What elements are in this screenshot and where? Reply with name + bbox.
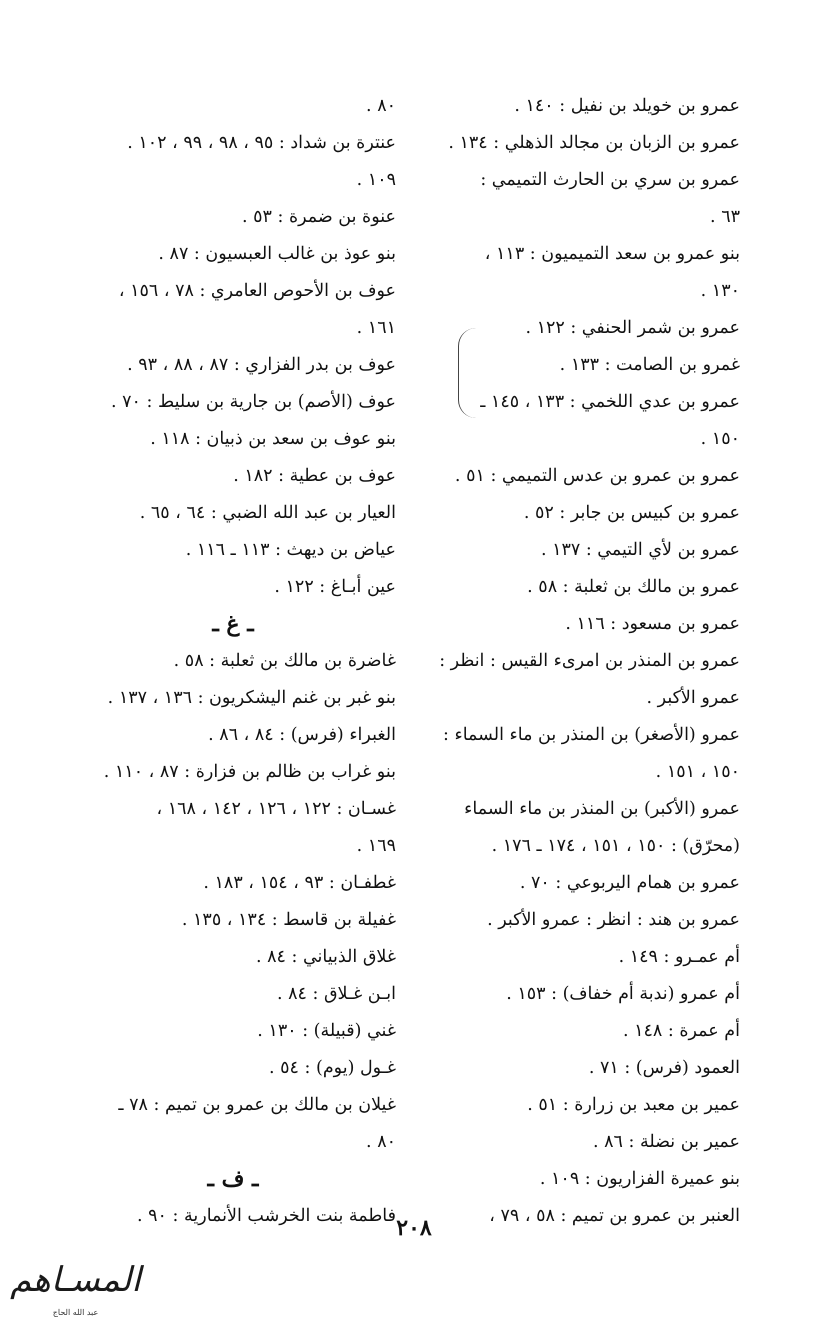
index-entry: عمرو بن لأي التيمي : ١٣٧ .: [540, 540, 740, 560]
index-entry: عنترة بن شداد : ٩٥ ، ٩٨ ، ٩٩ ، ١٠٢ .: [127, 133, 396, 153]
index-entry: عوف بن عطية : ١٨٢ .: [233, 466, 396, 486]
index-entry: غفيلة بن قاسط : ١٣٤ ، ١٣٥ .: [181, 910, 396, 930]
index-entry-continuation: ٨٠ .: [366, 1132, 396, 1152]
index-entry: أم عمرو (ندبة أم خفاف) : ١٥٣ .: [506, 984, 740, 1004]
index-entry: عمرو بن همام اليربوعي : ٧٠ .: [519, 873, 740, 893]
index-entry: عمرو بن كبيس بن جابر : ٥٢ .: [523, 503, 740, 523]
index-entry: غني (قبيلة) : ١٣٠ .: [257, 1021, 396, 1041]
index-entry: عمرو بن عدي اللخمي : ١٣٣ ، ١٤٥ ـ: [480, 392, 740, 412]
index-entry: عمير بن نضلة : ٨٦ .: [592, 1132, 740, 1152]
index-entry-continuation: عمرو الأكبر .: [646, 688, 740, 708]
index-entry: عياض بن ديهث : ١١٣ ـ ١١٦ .: [185, 540, 396, 560]
index-entry: عمير بن معبد بن زرارة : ٥١ .: [527, 1095, 740, 1115]
index-entry-continuation: ١٥٠ ، ١٥١ .: [655, 762, 740, 782]
index-entry: عمرو بن المنذر بن امرىء القيس : انظر :: [439, 651, 740, 671]
index-entry-continuation: ١٥٠ .: [700, 429, 740, 449]
index-entry: العنبر بن عمرو بن تميم : ٥٨ ، ٧٩ ،: [489, 1206, 740, 1226]
index-entry: عمرو (الأصغر) بن المنذر بن ماء السماء :: [443, 725, 740, 745]
index-column-right: [428, 88, 740, 1235]
index-entry: فاطمة بنت الخرشب الأنمارية : ٩٠ .: [137, 1206, 396, 1226]
index-entry: عنوة بن ضمرة : ٥٣ .: [241, 207, 396, 227]
index-entry: عمرو بن مالك بن ثعلبة : ٥٨ .: [527, 577, 740, 597]
index-entry: عمرو بن الزبان بن مجالد الذهلي : ١٣٤ .: [448, 133, 740, 153]
index-entry: عوف بن بدر الفزاري : ٨٧ ، ٨٨ ، ٩٣ .: [127, 355, 396, 375]
index-entry: بنو عوف بن سعد بن ذبيان : ١١٨ .: [150, 429, 396, 449]
index-entry-continuation: ١٣٠ .: [700, 281, 740, 301]
index-entry: العمود (فرس) : ٧١ .: [588, 1058, 740, 1078]
stamp-caption: عبد الله الحاج: [52, 1308, 99, 1317]
index-entry: غلاق الذبياني : ٨٤ .: [255, 947, 396, 967]
index-entry: عمرو بن عمرو بن عدس التميمي : ٥١ .: [454, 466, 740, 486]
index-entry: عمرو بن سري بن الحارث التميمي :: [480, 170, 740, 190]
stamp-logo-text: المسـاهم: [10, 1260, 141, 1300]
index-entry: عوف بن الأحوص العامري : ٧٨ ، ١٥٦ ،: [118, 281, 396, 301]
index-entry: غاضرة بن مالك بن ثعلبة : ٥٨ .: [173, 651, 396, 671]
index-entry: عمرو بن مسعود : ١١٦ .: [565, 614, 740, 634]
index-entry: ابـن غـلاق : ٨٤ .: [276, 984, 396, 1004]
index-entry: العيار بن عبد الله الضبي : ٦٤ ، ٦٥ .: [139, 503, 396, 523]
index-entry: بنو غراب بن ظالم بن فزارة : ٨٧ ، ١١٠ .: [103, 762, 396, 782]
letter-section-heading: ـ ف ـ: [207, 1166, 259, 1192]
index-entry: بنو عمرو بن سعد التميميون : ١١٣ ،: [484, 244, 740, 264]
page-number: ٢٠٨: [396, 1215, 432, 1241]
index-entry: غسـان : ١٢٢ ، ١٢٦ ، ١٤٢ ، ١٦٨ ،: [156, 799, 396, 819]
letter-section-heading: ـ غ ـ: [212, 611, 254, 637]
index-entry-continuation: ١٠٩ .: [356, 170, 396, 190]
index-entry: غيلان بن مالك بن عمرو بن تميم : ٧٨ ـ: [118, 1095, 396, 1115]
index-column-left: [70, 88, 396, 1235]
index-entry: عمرو (الأكبر) بن المنذر بن ماء السماء: [464, 799, 740, 819]
index-entry: بنو غبر بن غنم اليشكريون : ١٣٦ ، ١٣٧ .: [107, 688, 396, 708]
index-entry: أم عمـرو : ١٤٩ .: [618, 947, 740, 967]
index-entry: أم عمرة : ١٤٨ .: [622, 1021, 740, 1041]
index-entry-continuation: ١٦١ .: [356, 318, 396, 338]
index-entry: غمرو بن الصامت : ١٣٣ .: [559, 355, 740, 375]
index-entry: عوف (الأصم) بن جارية بن سليط : ٧٠ .: [110, 392, 396, 412]
index-entry-continuation: ٨٠ .: [366, 96, 396, 116]
index-entry: عمرو بن خويلد بن نفيل : ١٤٠ .: [514, 96, 740, 116]
index-entry: عمرو بن هند : انظر : عمرو الأكبر .: [487, 910, 740, 930]
index-entry: غـول (يوم) : ٥٤ .: [269, 1058, 396, 1078]
index-entry: عمرو بن شمر الحنفي : ١٢٢ .: [525, 318, 740, 338]
index-entry: الغبراء (فرس) : ٨٤ ، ٨٦ .: [208, 725, 396, 745]
index-entry: عين أبـاغ : ١٢٢ .: [274, 577, 396, 597]
index-entry: غطفـان : ٩٣ ، ١٥٤ ، ١٨٣ .: [203, 873, 396, 893]
margin-pencil-mark: [458, 328, 479, 418]
index-entry-continuation: ١٦٩ .: [356, 836, 396, 856]
index-entry-continuation: ٦٣ .: [710, 207, 740, 227]
index-entry-continuation: (محرّق) : ١٥٠ ، ١٥١ ، ١٧٤ ـ ١٧٦ .: [491, 836, 740, 856]
index-entry: بنو عميرة الفزاريون : ١٠٩ .: [539, 1169, 740, 1189]
index-entry: بنو عوذ بن غالب العبسيون : ٨٧ .: [158, 244, 396, 264]
library-stamp: [8, 1258, 143, 1328]
